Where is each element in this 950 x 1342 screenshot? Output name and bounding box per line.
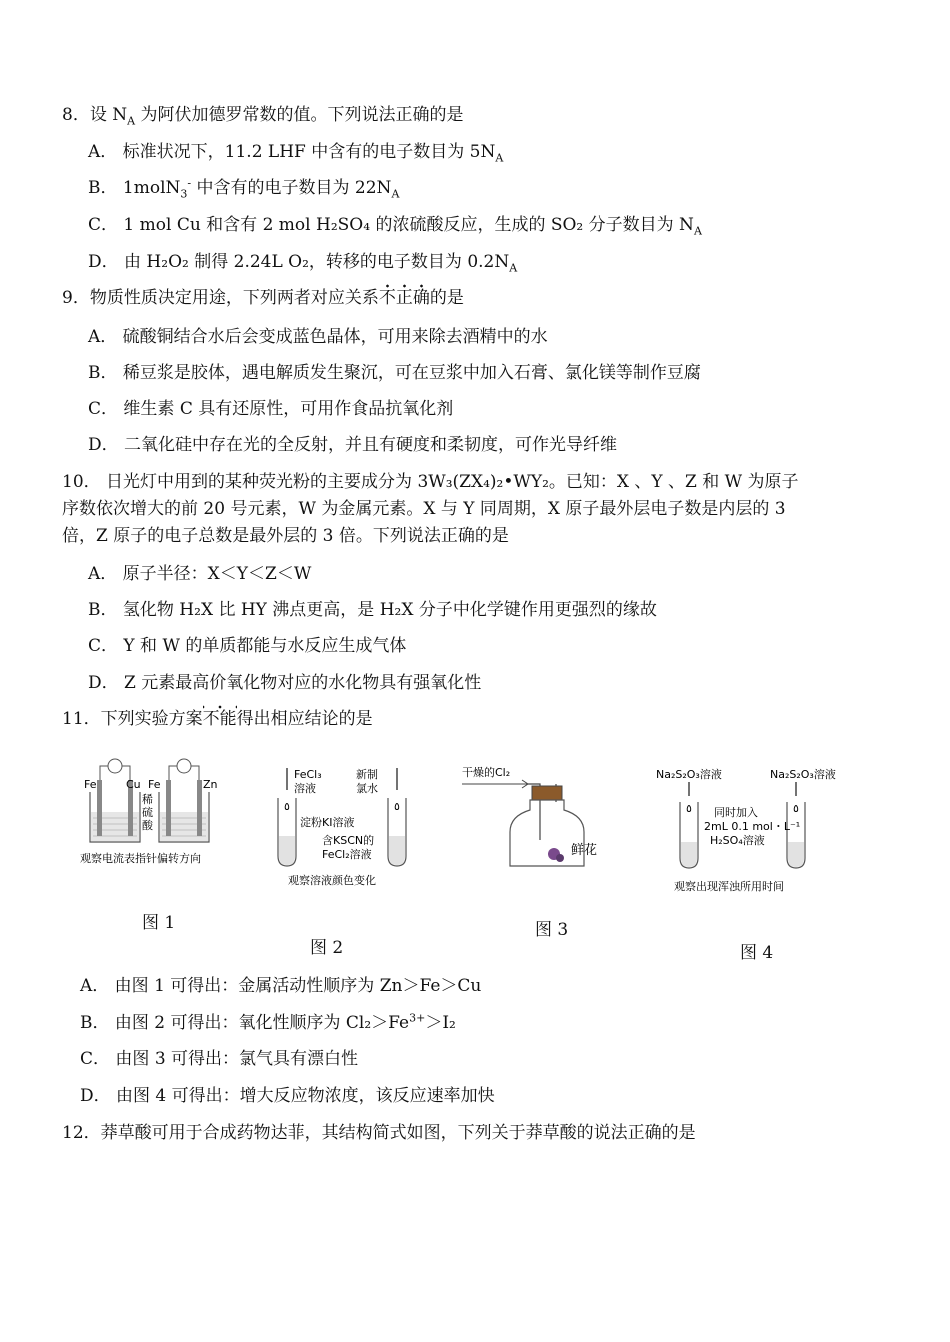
q12-stem: 12．莽草酸可用于合成药物达菲，其结构简式如图，下列关于莽草酸的说法正确的是	[62, 1123, 696, 1143]
fig1-label-acid-3: 酸	[142, 819, 153, 832]
q10-option-c: C． Y 和 W 的单质都能与水反应生成气体	[88, 636, 407, 656]
fig2-label-kscn-1: 含KSCN的	[322, 834, 375, 847]
fig2-label-fecl3-1: FeCl₃	[294, 768, 322, 781]
svg-text:٥: ٥	[394, 800, 400, 813]
fig1-label-fe-right: Fe	[148, 778, 161, 791]
figure-1-galvanic-cells	[78, 758, 228, 873]
q9-stem: 9．物质性质决定用途，下列两者对应关系不正确的是	[62, 287, 464, 309]
q11-stem: 11．下列实验方案不能得出相应结论的是	[62, 708, 373, 730]
fig2-label-fecl3-2: 溶液	[294, 782, 316, 795]
figure-2-caption: 图 2	[310, 938, 344, 958]
q8-stem: 8．设 $N_A$ 为阿伏加德罗常数的值。下列说法正确的是	[62, 105, 464, 128]
fig2-label-cl-1: 新制	[356, 768, 378, 781]
figure-3-gas-bottle	[458, 762, 618, 882]
q9-option-d: D． 二氧化硅中存在光的全反射，并且有硬度和柔韧度，可作光导纤维	[88, 435, 618, 455]
q9-option-b: B． 稀豆浆是胶体，遇电解质发生聚沉，可在豆浆中加入石膏、氯化镁等制作豆腐	[88, 363, 701, 383]
q8-option-d: D． 由 H₂O₂ 制得 2.24L O₂，转移的电子数目为 $0.2N_A$	[88, 252, 518, 275]
q9-option-a: A． 硫酸铜结合水后会变成蓝色晶体，可用来除去酒精中的水	[88, 327, 548, 347]
fig4-label-mid-2: 2mL 0.1 mol・L⁻¹	[704, 820, 801, 833]
fig2-note: 观察溶液颜色变化	[288, 874, 376, 887]
fig1-label-acid-2: 硫	[142, 806, 153, 819]
q11-option-d: D． 由图 4 可得出：增大反应物浓度，该反应速率加快	[80, 1086, 495, 1106]
fig2-label-kscn-2: FeCl₂溶液	[322, 848, 372, 861]
q11-option-a: A． 由图 1 可得出：金属活动性顺序为 Zn＞Fe＞Cu	[80, 976, 482, 996]
fig4-note: 观察出现浑浊所用时间	[674, 880, 784, 893]
fig1-label-acid-1: 稀	[142, 793, 153, 806]
emphasis-text: 不正确	[379, 288, 430, 308]
fig2-label-cl-2: 氯水	[356, 782, 378, 795]
figure-4-caption: 图 4	[740, 943, 774, 963]
fig4-label-mid-3: H₂SO₄溶液	[710, 834, 765, 847]
fig3-label-gas: 干燥的Cl₂	[462, 766, 511, 779]
q10-stem-line2: 序数依次增大的前 20 号元素，W 为金属元素。X 与 Y 同周期，X 原子最外层电子数是内层的 3	[62, 499, 786, 519]
fig1-label-zn: Zn	[203, 778, 218, 791]
fig1-label-cu: Cu	[126, 778, 141, 791]
fig4-label-right: Na₂S₂O₃溶液	[770, 768, 836, 781]
fig2-label-ki: 淀粉KI溶液	[300, 816, 355, 829]
q9-option-c: C． 维生素 C 具有还原性，可用作食品抗氧化剂	[88, 399, 454, 419]
fig3-label-flower: 鲜花	[571, 843, 598, 858]
fig4-label-left: Na₂S₂O₃溶液	[656, 768, 722, 781]
q11-option-c: C． 由图 3 可得出：氯气具有漂白性	[80, 1049, 359, 1069]
q10-option-d: D． Z 元素最高价氧化物对应的水化物具有强氧化性	[88, 673, 482, 693]
svg-text:٥: ٥	[686, 802, 692, 815]
fig1-label-fe-left: Fe	[84, 778, 97, 791]
svg-text:٥: ٥	[284, 800, 290, 813]
fig4-label-mid-1: 同时加入	[714, 806, 758, 819]
q10-stem-line3: 倍，Z 原子的电子总数是最外层的 3 倍。下列说法正确的是	[62, 526, 509, 546]
figure-1-caption: 图 1	[142, 913, 176, 933]
figure-2-test-tubes	[270, 766, 420, 891]
svg-text:٥: ٥	[793, 802, 799, 815]
q10-option-a: A． 原子半径：X＜Y＜Z＜W	[88, 564, 312, 584]
q10-option-b: B． 氢化物 H₂X 比 HY 沸点更高，是 H₂X 分子中化学键作用更强烈的缘故	[88, 600, 657, 620]
q8-option-c: C． 1 mol Cu 和含有 2 mol H₂SO₄ 的浓硫酸反应，生成的 SO₂ 分子数目为 $N_A$	[88, 215, 702, 238]
q11-option-b: B． 由图 2 可得出：氧化性顺序为 $Cl_2>Fe^{3+}>I_2$	[80, 1011, 456, 1033]
figure-3-caption: 图 3	[535, 920, 569, 940]
q8-option-a: A． 标准状况下，11.2 LHF 中含有的电子数目为 $5N_A$	[88, 142, 504, 165]
fig1-note: 观察电流表指针偏转方向	[80, 852, 201, 865]
q8-option-b: B． 1molN$_3$- 中含有的电子数目为 $22N_A$	[88, 176, 400, 201]
q10-stem-line1: 10． 日光灯中用到的某种荧光粉的主要成分为 3W₃(ZX₄)₂•WY₂。已知：X 、Y 、Z 和 W 为原子	[62, 472, 799, 492]
figure-4-test-tubes	[652, 766, 852, 901]
